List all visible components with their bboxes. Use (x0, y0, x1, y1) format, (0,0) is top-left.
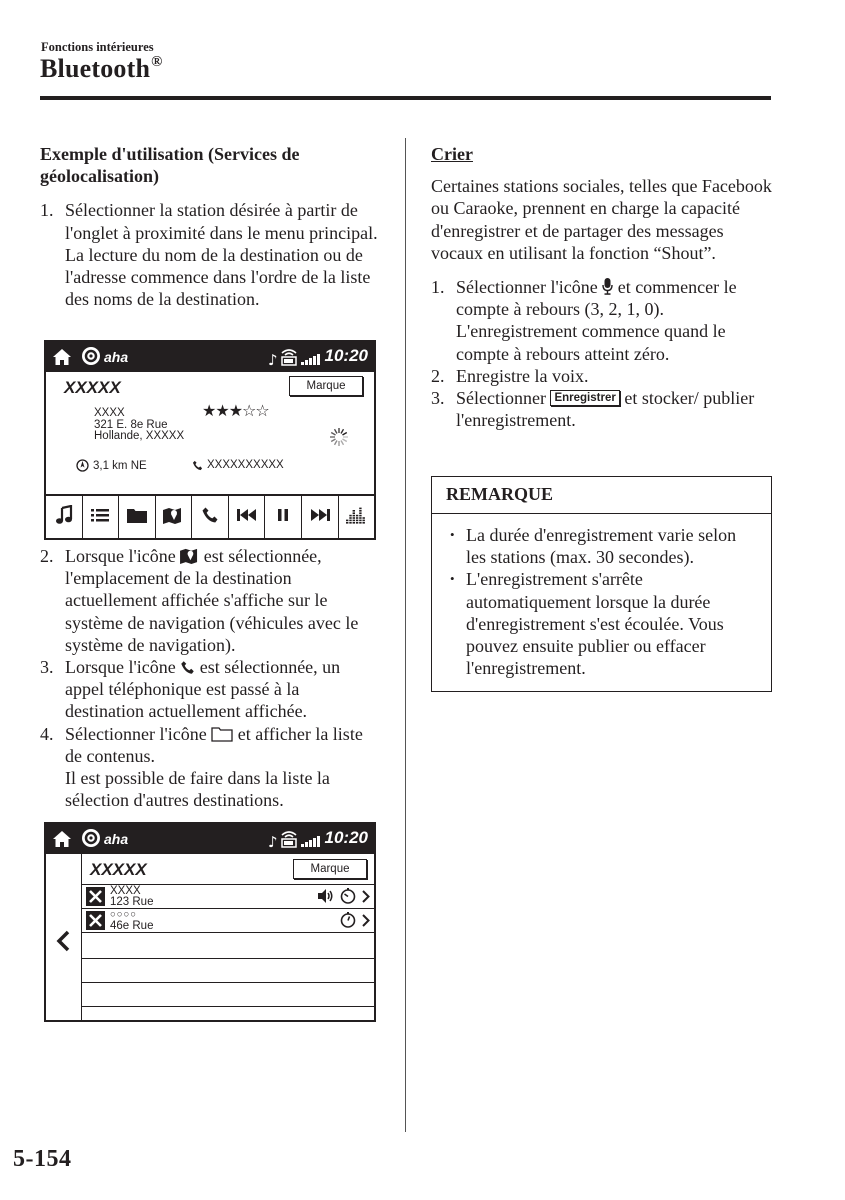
list-item[interactable] (82, 884, 376, 908)
list-item-icons (334, 912, 370, 933)
empty-list-row (82, 982, 376, 1006)
enregistrer-button: Enregistrer (550, 390, 619, 406)
star-filled-icon: ★ (202, 403, 216, 420)
star-rating (202, 404, 269, 420)
distance-text: 3,1 km NE (93, 459, 147, 472)
speaker-icon (318, 889, 334, 908)
step-number: 2. (431, 365, 445, 386)
step-text: Enregistre la voix. (456, 365, 589, 386)
left-column-top (40, 143, 380, 310)
list-button[interactable] (82, 496, 119, 538)
aha-content-list-screen (44, 822, 376, 1022)
app-name: aha (104, 349, 129, 365)
step-1 (40, 199, 380, 310)
empty-list-row (82, 958, 376, 982)
destination-address (94, 408, 184, 443)
star-empty-icon: ☆ (255, 403, 269, 420)
phone-icon (180, 660, 195, 675)
registered-mark: ® (151, 54, 163, 70)
phone-icon (201, 506, 219, 529)
music-icon (55, 505, 73, 530)
chevron-left-icon[interactable] (56, 930, 70, 957)
map-button[interactable] (155, 496, 192, 538)
address-line: 321 E. 8e Rue (94, 418, 168, 431)
compass-icon (76, 459, 89, 472)
step-number: 1. (431, 277, 445, 298)
empty-list-row (82, 932, 376, 956)
equalizer-button[interactable] (338, 496, 375, 538)
chevron-right-icon[interactable] (362, 914, 370, 932)
previous-icon (237, 508, 257, 527)
svg-text:♪: ♪ (268, 351, 278, 369)
step-2 (431, 365, 776, 387)
step-text-before: Sélectionner l'icône (456, 277, 598, 298)
star-filled-icon: ★ (215, 403, 229, 420)
page-title-text: Bluetooth (40, 54, 151, 83)
aha-logo-icon (81, 346, 101, 371)
map-icon (180, 547, 199, 564)
timer-icon (340, 888, 356, 909)
phone-small-icon (192, 460, 203, 471)
folder-icon (127, 507, 147, 528)
header-rule (40, 96, 771, 100)
clock: 10:20 (324, 346, 368, 365)
list-icon (91, 508, 109, 527)
step-note: Il est possible de faire dans la liste la sélection d'autres destinations. (65, 768, 330, 811)
app-name: aha (104, 831, 129, 847)
media-toolbar (46, 494, 374, 538)
step-text-after: et afficher la liste de contenus. (65, 723, 363, 766)
equalizer-icon (346, 506, 366, 529)
list-item-text (110, 910, 153, 931)
list-item-address: 46e Rue (110, 919, 154, 932)
list-item-icons (312, 888, 370, 909)
station-name: XXXXX (90, 860, 147, 879)
list-item-address: 123 Rue (110, 895, 154, 908)
address-line: Hollande, XXXXX (94, 430, 185, 442)
folder-outline-icon (211, 726, 233, 742)
marque-button[interactable]: Marque (293, 859, 367, 879)
clock: 10:20 (324, 828, 368, 847)
step-number: 3. (40, 657, 54, 678)
aha-logo-icon (81, 828, 101, 853)
step-note: La lecture du nom de la destination ou de l'adresse commence dans l'ordre de la liste des noms de la destination. (65, 244, 371, 310)
status-bar (46, 824, 374, 854)
step-text-after: et commencer le compte à rebours (3, 2, 1, 0). (456, 277, 737, 320)
empty-list-row (82, 1006, 376, 1020)
note-box (431, 476, 772, 692)
step-text-after: est sélectionnée, l'emplacement de la destination actuellement affichée s'affiche sur le système de navigation (véhicules avec le système de navigation). (65, 546, 359, 655)
step-text-before: Lorsque l'icône (65, 657, 176, 678)
pause-button[interactable] (264, 496, 301, 538)
folder-button[interactable] (118, 496, 155, 538)
note-bullet: • La durée d'enregistrement varie selon les stations (max. 30 secondes). (448, 524, 757, 568)
next-icon (310, 508, 330, 527)
map-icon (163, 506, 183, 529)
distance-info (76, 459, 147, 472)
step-text-after: et stocker/ publier l'enregistrement. (456, 388, 755, 431)
phone-button[interactable] (191, 496, 228, 538)
step-text-after: est sélectionnée, un appel téléphonique est passé à la destination actuellement affichée. (65, 657, 341, 722)
status-icons (268, 827, 324, 856)
music-button[interactable] (46, 496, 82, 538)
note-bullet: • L'enregistrement s'arrête automatiquement lorsque la durée d'enregistrement s'est écoulée. Vous pouvez ensuite publier ou effacer l'enregistrement. (448, 568, 757, 679)
home-icon[interactable] (52, 830, 72, 853)
column-divider (405, 138, 406, 1132)
microphone-icon (602, 278, 613, 295)
marque-button[interactable]: Marque (289, 376, 363, 396)
step-4 (40, 723, 380, 812)
star-empty-icon: ☆ (242, 403, 256, 420)
list-item-title: ○○○○ (110, 909, 137, 920)
address-line: XXXX (94, 407, 125, 419)
step-number: 1. (40, 200, 54, 221)
list-item-title: XXXX (110, 885, 141, 897)
section-label: Fonctions intérieures (41, 40, 154, 54)
step-number: 2. (40, 546, 54, 566)
status-bar (46, 342, 374, 372)
star-filled-icon: ★ (228, 403, 243, 420)
step-2 (40, 545, 380, 656)
svg-text:♪: ♪ (268, 833, 278, 851)
timer-icon (340, 912, 356, 933)
section-heading: Crier (431, 144, 473, 164)
status-icons (268, 345, 324, 374)
step-text-before: Sélectionner l'icône (65, 723, 207, 744)
phone-number: XXXXXXXXXX (207, 459, 284, 471)
pause-icon (278, 508, 288, 527)
step-text-before: Sélectionner (456, 388, 546, 409)
step-text: Sélectionner la station désirée à partir de l'onglet à proximité dans le menu principal. (65, 200, 378, 243)
loading-spinner-icon (328, 426, 350, 453)
list-item[interactable] (82, 908, 376, 932)
right-column (431, 143, 776, 431)
step-3 (40, 656, 380, 723)
step-3 (431, 387, 776, 431)
list-item-text (110, 886, 153, 907)
phone-info (192, 459, 284, 471)
previous-button[interactable] (228, 496, 265, 538)
step-number: 4. (40, 723, 54, 744)
page-number: 5-154 (13, 1146, 72, 1172)
step-number: 3. (431, 388, 445, 409)
left-column-steps (40, 545, 380, 811)
note-title: REMARQUE (432, 477, 771, 514)
page-title (40, 54, 163, 84)
note-body (432, 514, 771, 679)
home-icon[interactable] (52, 348, 72, 371)
section-heading: Exemple d'utilisation (Services de géolocalisation) (40, 144, 300, 187)
next-button[interactable] (301, 496, 338, 538)
step-note: L'enregistrement commence quand le compte à rebours atteint zéro. (456, 321, 726, 364)
aha-station-screen (44, 340, 376, 540)
intro-paragraph: Certaines stations sociales, telles que Facebook ou Caraoke, prennent en charge la capacité d'enregistrer et de partager des messages vocaux en utilisant la fonction “Shout”. (431, 176, 772, 263)
step-1 (431, 276, 776, 365)
station-name: XXXXX (64, 378, 121, 397)
chevron-right-icon[interactable] (362, 890, 370, 908)
step-text-before: Lorsque l'icône (65, 546, 176, 566)
back-column[interactable] (46, 854, 82, 1020)
